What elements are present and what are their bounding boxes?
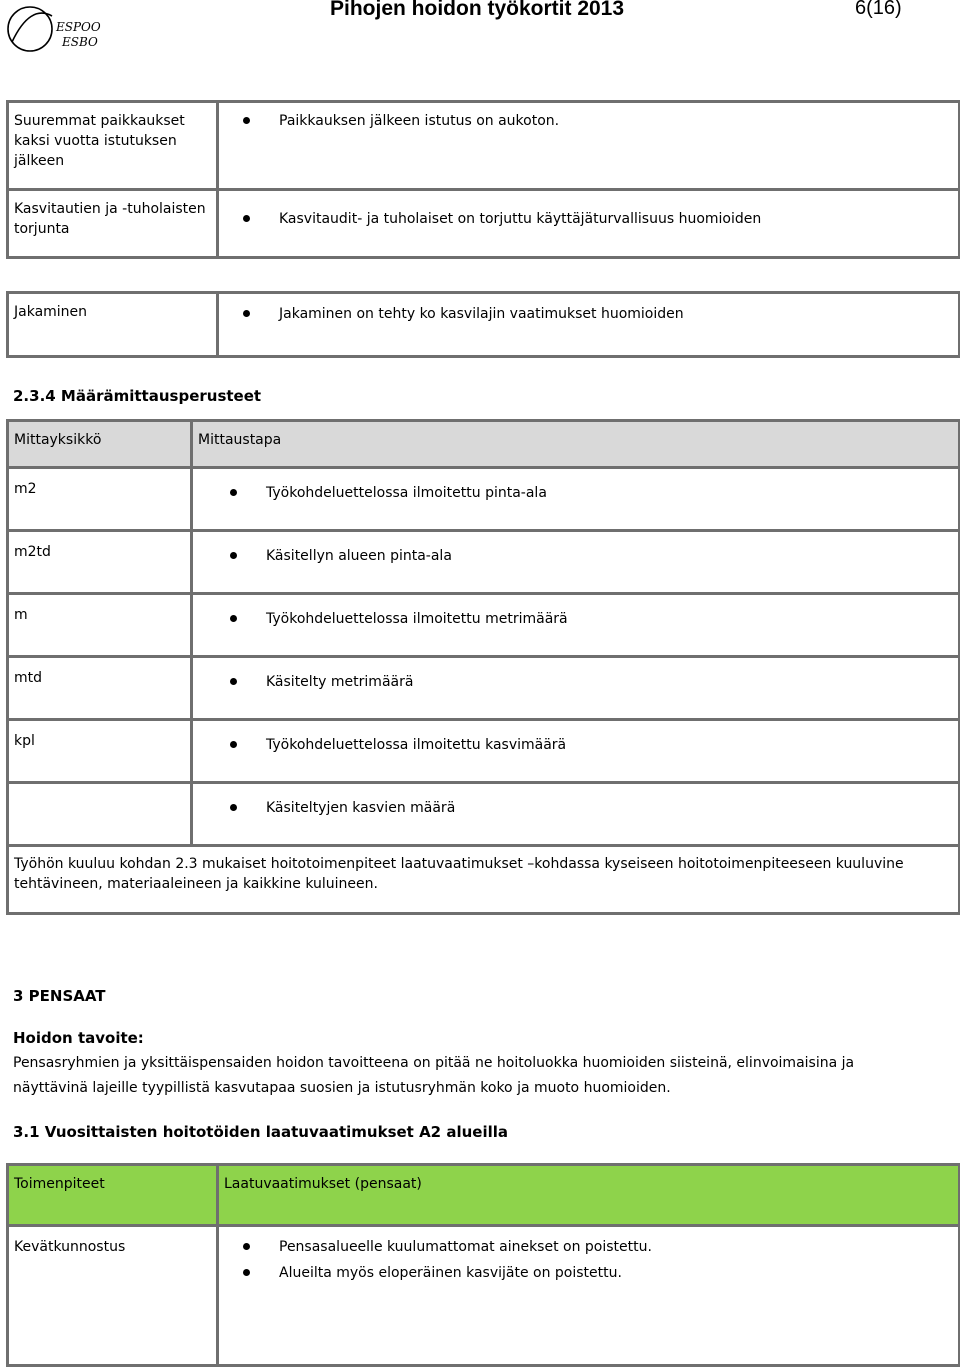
bullet-icon (243, 310, 250, 317)
column-header-requirements: Laatuvaatimukset (pensaat) (218, 1165, 960, 1226)
table-dividing (6, 291, 960, 358)
table-row (8, 531, 960, 594)
bullet-icon (230, 678, 237, 685)
method-cell (192, 720, 960, 783)
table-row (8, 783, 960, 846)
row-label: Suuremmat paikkaukset kaksi vuotta istutuksen jälkeen (8, 102, 218, 190)
method-cell (192, 594, 960, 657)
table-header-row (8, 421, 960, 468)
row-requirements (218, 190, 960, 258)
list-item: Kasvitaudit- ja tuholaiset on torjuttu käyttäjäturvallisuus huomioiden (279, 209, 953, 229)
section-heading-234: 2.3.4 Määrämittausperusteet (13, 387, 262, 405)
column-header-actions: Toimenpiteet (8, 1165, 218, 1226)
logo-text-esbo: ESBO (62, 35, 98, 49)
bullet-icon (243, 215, 250, 222)
page-number: 6(16) (855, 0, 902, 19)
list-item: Työkohdeluettelossa ilmoitettu metrimäärä (266, 609, 953, 629)
method-cell (192, 468, 960, 531)
bullet-icon (230, 489, 237, 496)
list-item: Alueilta myös eloperäinen kasvijäte on poistettu. (279, 1263, 953, 1283)
table-row (8, 468, 960, 531)
table-header-row (8, 1165, 960, 1226)
row-label: Kasvitautien ja -tuholaisten torjunta (8, 190, 218, 258)
row-requirements (218, 1226, 960, 1366)
unit-cell: kpl (8, 720, 192, 783)
list-item: Käsitelty metrimäärä (266, 672, 953, 692)
note-cell: Työhön kuuluu kohdan 2.3 mukaiset hoitotoimenpiteet laatuvaatimukset –kohdassa kyseiseen hoitotoimenpiteeseen kuuluvine tehtävineen, materiaaleineen ja kaikkine kuluineen. (8, 846, 960, 914)
table-row (8, 1226, 960, 1366)
row-requirements (218, 293, 960, 357)
list-item: Työkohdeluettelossa ilmoitettu kasvimäärä (266, 735, 953, 755)
bullet-icon (243, 1269, 250, 1276)
table-row (8, 102, 960, 190)
row-requirements (218, 102, 960, 190)
list-item: Käsitellyn alueen pinta-ala (266, 546, 953, 566)
table-row (8, 293, 960, 357)
bullet-icon (230, 741, 237, 748)
table-row (8, 657, 960, 720)
list-item: Pensasalueelle kuulumattomat ainekset on poistettu. (279, 1237, 953, 1257)
unit-cell (8, 783, 192, 846)
page-title: Pihojen hoidon työkortit 2013 (330, 0, 625, 20)
table-care-quality (6, 100, 960, 259)
method-cell (192, 783, 960, 846)
list-item: Käsiteltyjen kasvien määrä (266, 798, 953, 818)
unit-cell: mtd (8, 657, 192, 720)
bullet-icon (243, 1243, 250, 1250)
table-row (8, 594, 960, 657)
unit-cell: m (8, 594, 192, 657)
list-item: Jakaminen on tehty ko kasvilajin vaatimukset huomioiden (279, 304, 953, 324)
table-row (8, 190, 960, 258)
table-shrub-quality (6, 1163, 960, 1367)
table-measurement (6, 419, 960, 915)
method-cell (192, 657, 960, 720)
goal-paragraph: Pensasryhmien ja yksittäispensaiden hoidon tavoitteena on pitää ne hoitoluokka huomioiden siisteinä, elinvoimaisina ja näyttävinä lajeille tyypillistä kasvutapaa suosien ja istutusryhmän koko ja muoto huomioiden. (13, 1055, 855, 1096)
row-label: Kevätkunnostus (8, 1226, 218, 1366)
method-cell (192, 531, 960, 594)
espoo-logo (4, 2, 114, 54)
table-row (8, 846, 960, 914)
list-item: Paikkauksen jälkeen istutus on aukoton. (279, 111, 953, 131)
row-label: Jakaminen (8, 293, 218, 357)
bullet-icon (230, 615, 237, 622)
section-subheading-goal: Hoidon tavoite: (13, 1029, 144, 1047)
column-header-method: Mittaustapa (192, 421, 960, 468)
logo-text-espoo: ESPOO (56, 20, 101, 34)
bullet-icon (230, 552, 237, 559)
section-heading-31: 3.1 Vuosittaisten hoitotöiden laatuvaatimukset A2 alueilla (13, 1123, 509, 1141)
bullet-icon (230, 804, 237, 811)
list-item: Työkohdeluettelossa ilmoitettu pinta-ala (266, 483, 953, 503)
column-header-unit: Mittayksikkö (8, 421, 192, 468)
bullet-icon (243, 117, 250, 124)
table-row (8, 720, 960, 783)
section-heading-3: 3 PENSAAT (13, 987, 106, 1005)
unit-cell: m2 (8, 468, 192, 531)
unit-cell: m2td (8, 531, 192, 594)
